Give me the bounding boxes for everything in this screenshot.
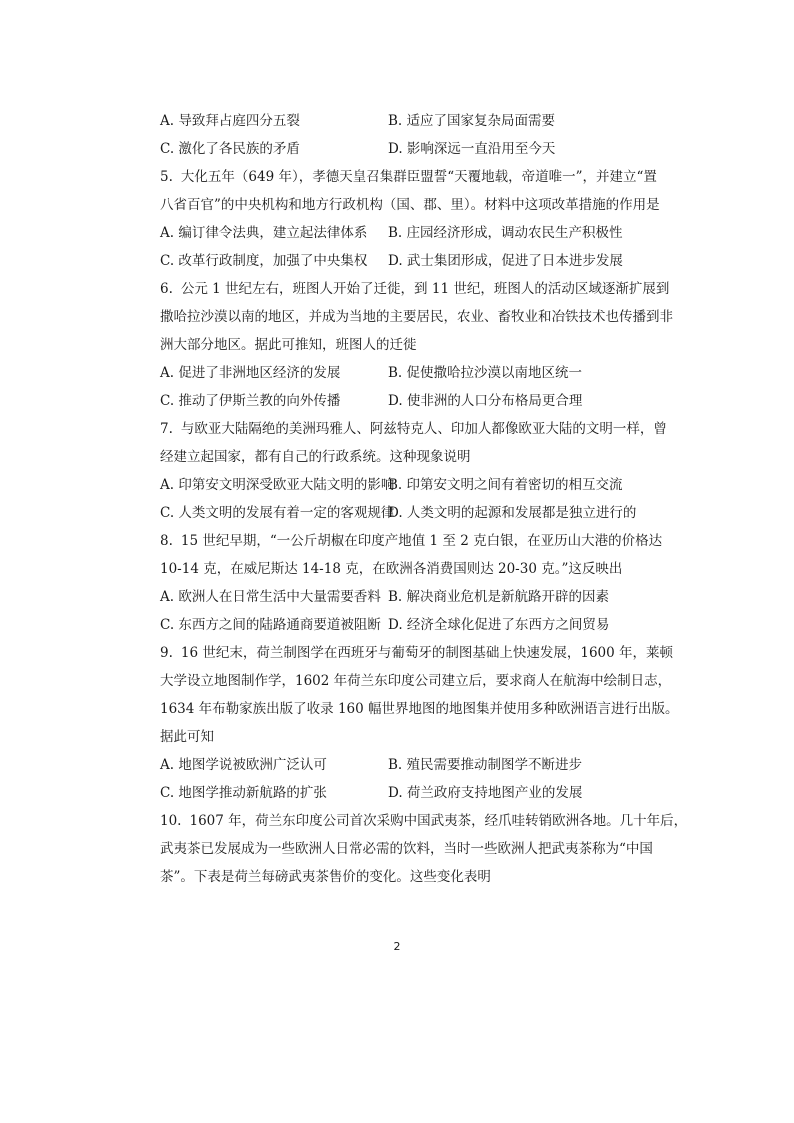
q5-options-row-2 (160, 247, 638, 275)
q9-options-row-1 (160, 751, 638, 779)
q10-stem-line-2: 武夷茶已发展成为一些欧洲人日常必需的饮料，当时一些欧洲人把武夷茶称为“中国 (160, 841, 653, 857)
q8-stem-line-1: 8. 15 世纪早期，“一公斤胡椒在印度产地值 1 至 2 克白银，在亚历山大港的价格达 (160, 527, 638, 555)
q8-option-d: D. 经济全球化促进了东西方之间贸易 (388, 617, 610, 633)
q4-options-row-1 (160, 107, 638, 135)
q5-option-a: A. 编订律令法典，建立起法律体系 (160, 225, 368, 241)
q6-stem-line-2: 撒哈拉沙漠以南的地区，并成为当地的主要居民，农业、畜牧业和冶铁技术也传播到非 (160, 309, 673, 325)
q6-stem-line-3: 洲大部分地区。据此可推知，班图人的迁徙 (160, 337, 417, 353)
q9-stem-line-1: 9. 16 世纪末，荷兰制图学在西班牙与葡萄牙的制图基础上快速发展，1600 年，莱顿 (160, 639, 638, 667)
q6-stem-line-1: 6. 公元 1 世纪左右，班图人开始了迁徙，到 11 世纪，班图人的活动区域逐渐扩展到 (160, 275, 638, 303)
q10-number: 10. (160, 813, 182, 829)
q5-option-d: D. 武士集团形成，促进了日本进步发展 (388, 253, 623, 269)
q8-option-c: C. 东西方之间的陆路通商要道被阻断 (160, 617, 381, 633)
q6-option-a: A. 促进了非洲地区经济的发展 (160, 365, 341, 381)
q5-option-c: C. 改革行政制度，加强了中央集权 (160, 253, 368, 269)
q8-option-b: B. 解决商业危机是新航路开辟的因素 (388, 589, 610, 605)
q4-option-d: D. 影响深远一直沿用至今天 (388, 141, 556, 157)
q5-option-b: B. 庄园经济形成，调动农民生产积极性 (388, 225, 623, 241)
q8-options-row-2 (160, 611, 638, 639)
q8-option-a: A. 欧洲人在日常生活中大量需要香料 (160, 589, 381, 605)
q6-number: 6. (160, 281, 173, 297)
q7-stem-line-1: 7. 与欧亚大陆隔绝的美洲玛雅人、阿兹特克人、印加人都像欧亚大陆的文明一样，曾 (160, 415, 638, 443)
q7-option-d: D. 人类文明的起源和发展都是独立进行的 (388, 505, 637, 521)
q7-number: 7. (160, 421, 173, 437)
q9-number: 9. (160, 645, 173, 661)
q9-stem-line-3: 1634 年布勒家族出版了收录 160 幅世界地图的地图集并使用多种欧洲语言进行出版。 (160, 701, 679, 717)
q9-option-d: D. 荷兰政府支持地图产业的发展 (388, 785, 583, 801)
q7-option-b: B. 印第安文明之间有着密切的相互交流 (388, 477, 623, 493)
q6-options-row-2 (160, 387, 638, 415)
q8-options-row-1 (160, 583, 638, 611)
q9-option-b: B. 殖民需要推动制图学不断进步 (388, 757, 583, 773)
q10-stem-line-1: 10. 1607 年，荷兰东印度公司首次采购中国武夷茶，经爪哇转销欧洲各地。几十年后， (160, 807, 638, 835)
q6-options-row-1 (160, 359, 638, 387)
q6-option-d: D. 使非洲的人口分布格局更合理 (388, 393, 583, 409)
q9-option-c: C. 地图学推动新航路的扩张 (160, 785, 327, 801)
q9-options-row-2 (160, 779, 638, 807)
q5-stem-line-1: 5. 大化五年（649 年），孝德天皇召集群臣盟誓“天覆地载，帝道唯一”，并建立“置 (160, 163, 638, 191)
q5-stem-line-2: 八省百官”的中央机构和地方行政机构（国、郡、里）。材料中这项改革措施的作用是 (160, 197, 660, 213)
q6-option-b: B. 促使撒哈拉沙漠以南地区统一 (388, 365, 583, 381)
q8-stem-line-2: 10-14 克，在威尼斯达 14-18 克，在欧洲各消费国则达 20-30 克。”这反映出 (160, 561, 623, 577)
q7-options-row-2 (160, 499, 638, 527)
q8-number: 8. (160, 533, 173, 549)
q4-option-a: A. 导致拜占庭四分五裂 (160, 113, 300, 129)
q4-options-row-2 (160, 135, 638, 163)
q9-stem-line-4: 据此可知 (160, 729, 214, 745)
page-number: 2 (393, 940, 401, 953)
q5-options-row-1 (160, 219, 638, 247)
q7-stem-line-2: 经建立起国家，都有自己的行政系统。这种现象说明 (160, 449, 471, 465)
q9-option-a: A. 地图学说被欧洲广泛认可 (160, 757, 327, 773)
q10-stem-line-3: 茶”。下表是荷兰每磅武夷茶售价的变化。这些变化表明 (160, 869, 491, 885)
q7-options-row-1 (160, 471, 638, 499)
q6-option-c: C. 推动了伊斯兰教的向外传播 (160, 393, 341, 409)
q9-stem-line-2: 大学设立地图制作学，1602 年荷兰东印度公司建立后，要求商人在航海中绘制日志， (160, 673, 672, 689)
page-content (160, 107, 688, 891)
q4-option-c: C. 激化了各民族的矛盾 (160, 141, 300, 157)
q4-option-b: B. 适应了国家复杂局面需要 (388, 113, 556, 129)
q7-option-a: A. 印第安文明深受欧亚大陆文明的影响 (160, 477, 395, 493)
q5-number: 5. (160, 169, 173, 185)
q7-option-c: C. 人类文明的发展有着一定的客观规律 (160, 505, 395, 521)
